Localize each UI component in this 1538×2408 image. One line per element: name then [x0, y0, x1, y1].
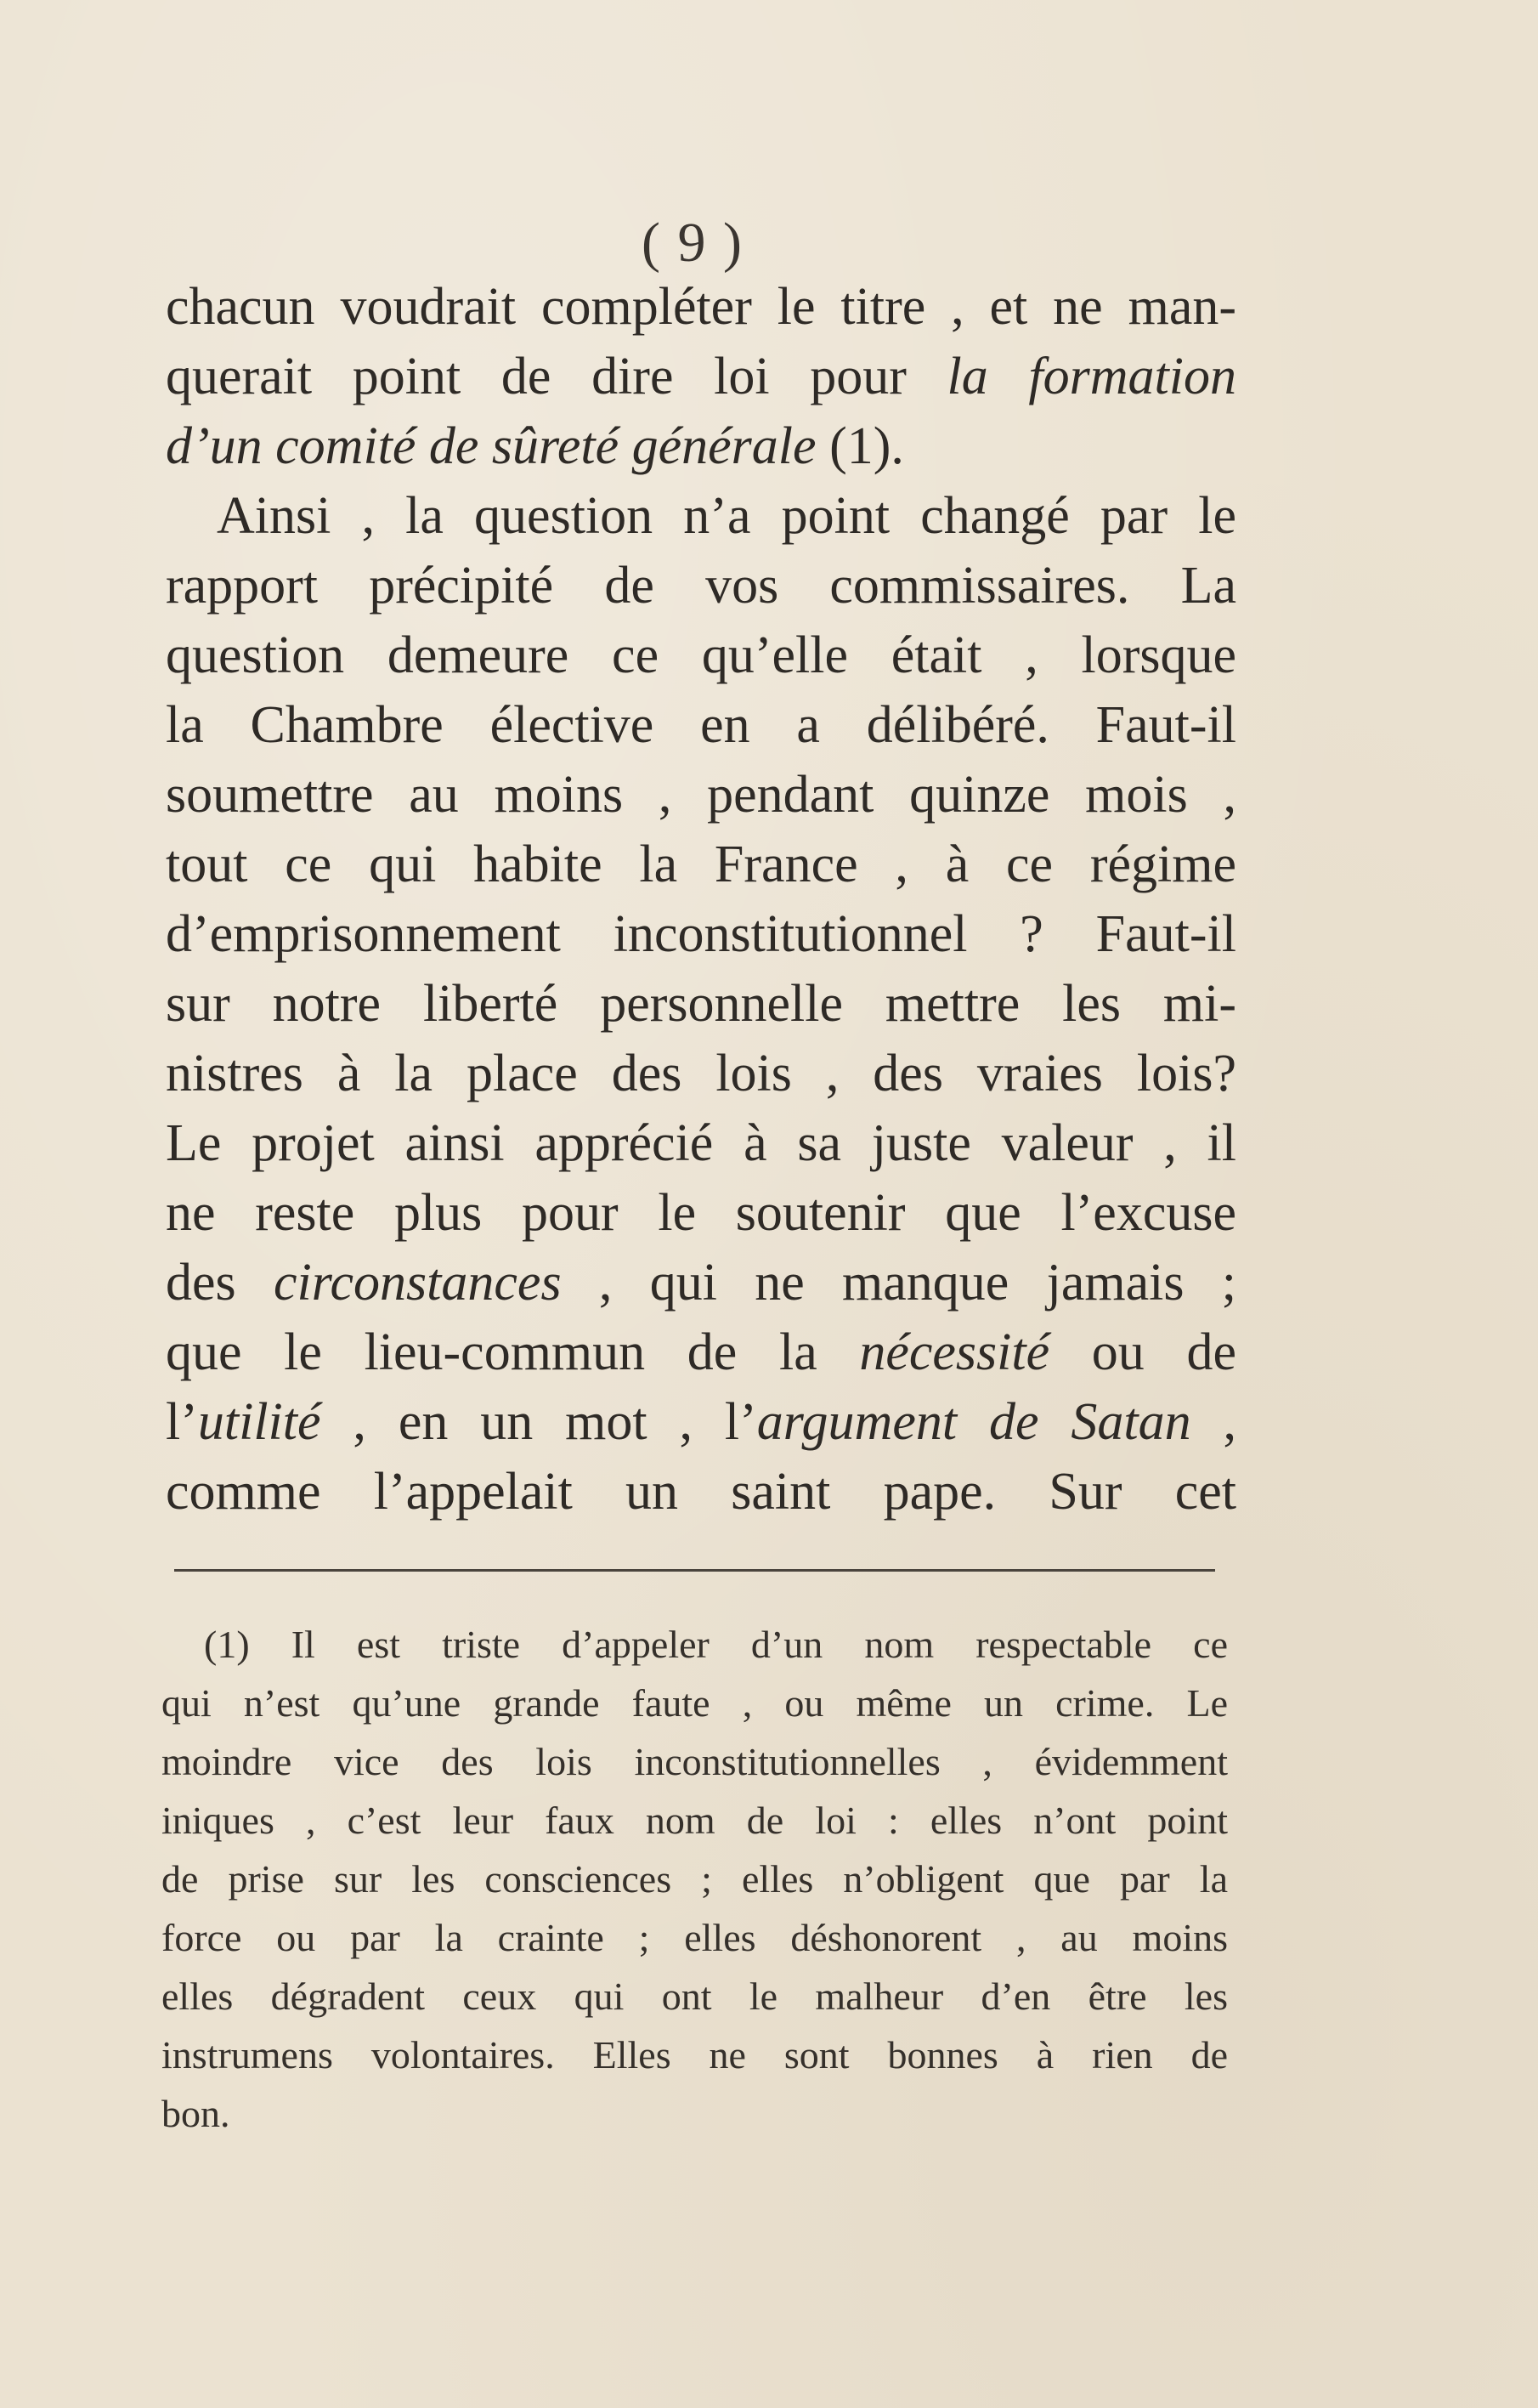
text-line: l’utilité , en un mot , l’argument de Satan ,	[166, 1393, 1237, 1451]
text-line: question demeure ce qu’elle était , lorsque	[166, 626, 1236, 684]
footnote-line: moindre vice des lois inconstitutionnelles , évidemment	[161, 1740, 1228, 1783]
main-text	[166, 272, 1236, 1527]
text-line: Ainsi , la question n’a point changé par le	[217, 487, 1236, 545]
text-line: la Chambre élective en a délibéré. Faut-il	[166, 696, 1236, 754]
footnote-line: instrumens volontaires. Elles ne sont bonnes à rien de	[161, 2033, 1228, 2077]
text-line: Le projet ainsi apprécié à sa juste valeur , il	[166, 1114, 1236, 1172]
text-line: d’emprisonnement inconstitutionnel ? Faut-il	[166, 905, 1236, 963]
footnote-separator	[174, 1569, 1215, 1572]
footnote-line: qui n’est qu’une grande faute , ou même un crime. Le	[161, 1681, 1228, 1725]
footnote-line: de prise sur les consciences ; elles n’obligent que par la	[161, 1857, 1228, 1901]
text-line: sur notre liberté personnelle mettre les mi-	[166, 975, 1236, 1033]
text-line: rapport précipité de vos commissaires. La	[166, 557, 1236, 615]
footnote-line: elles dégradent ceux qui ont le malheur d’en être les	[161, 1975, 1228, 2018]
text-line: d’un comité de sûreté générale (1).	[166, 417, 904, 475]
text-line: nistres à la place des lois , des vraies lois?	[166, 1045, 1236, 1102]
footnote-line: iniques , c’est leur faux nom de loi : elles n’ont point	[161, 1799, 1228, 1842]
text-line: soumettre au moins , pendant quinze mois ,	[166, 766, 1236, 824]
text-line: comme l’appelait un saint pape. Sur cet	[166, 1463, 1236, 1521]
text-line: tout ce qui habite la France , à ce régime	[166, 836, 1236, 893]
footnote-line: (1) Il est triste d’appeler d’un nom respectable ce	[204, 1623, 1228, 1666]
footnote-line: force ou par la crainte ; elles déshonorent , au moins	[161, 1916, 1228, 1959]
text-line: des circonstances , qui ne manque jamais ;	[166, 1254, 1237, 1312]
footnote-line: bon.	[161, 2092, 230, 2135]
footnote	[161, 1615, 1228, 2143]
page-number: ( 9 )	[642, 212, 744, 274]
text-line: chacun voudrait compléter le titre , et ne man-	[166, 278, 1236, 336]
text-line: querait point de dire loi pour la formation	[166, 348, 1236, 405]
text-line: ne reste plus pour le soutenir que l’excuse	[166, 1184, 1236, 1242]
text-line: que le lieu-commun de la nécessité ou de	[166, 1323, 1236, 1381]
